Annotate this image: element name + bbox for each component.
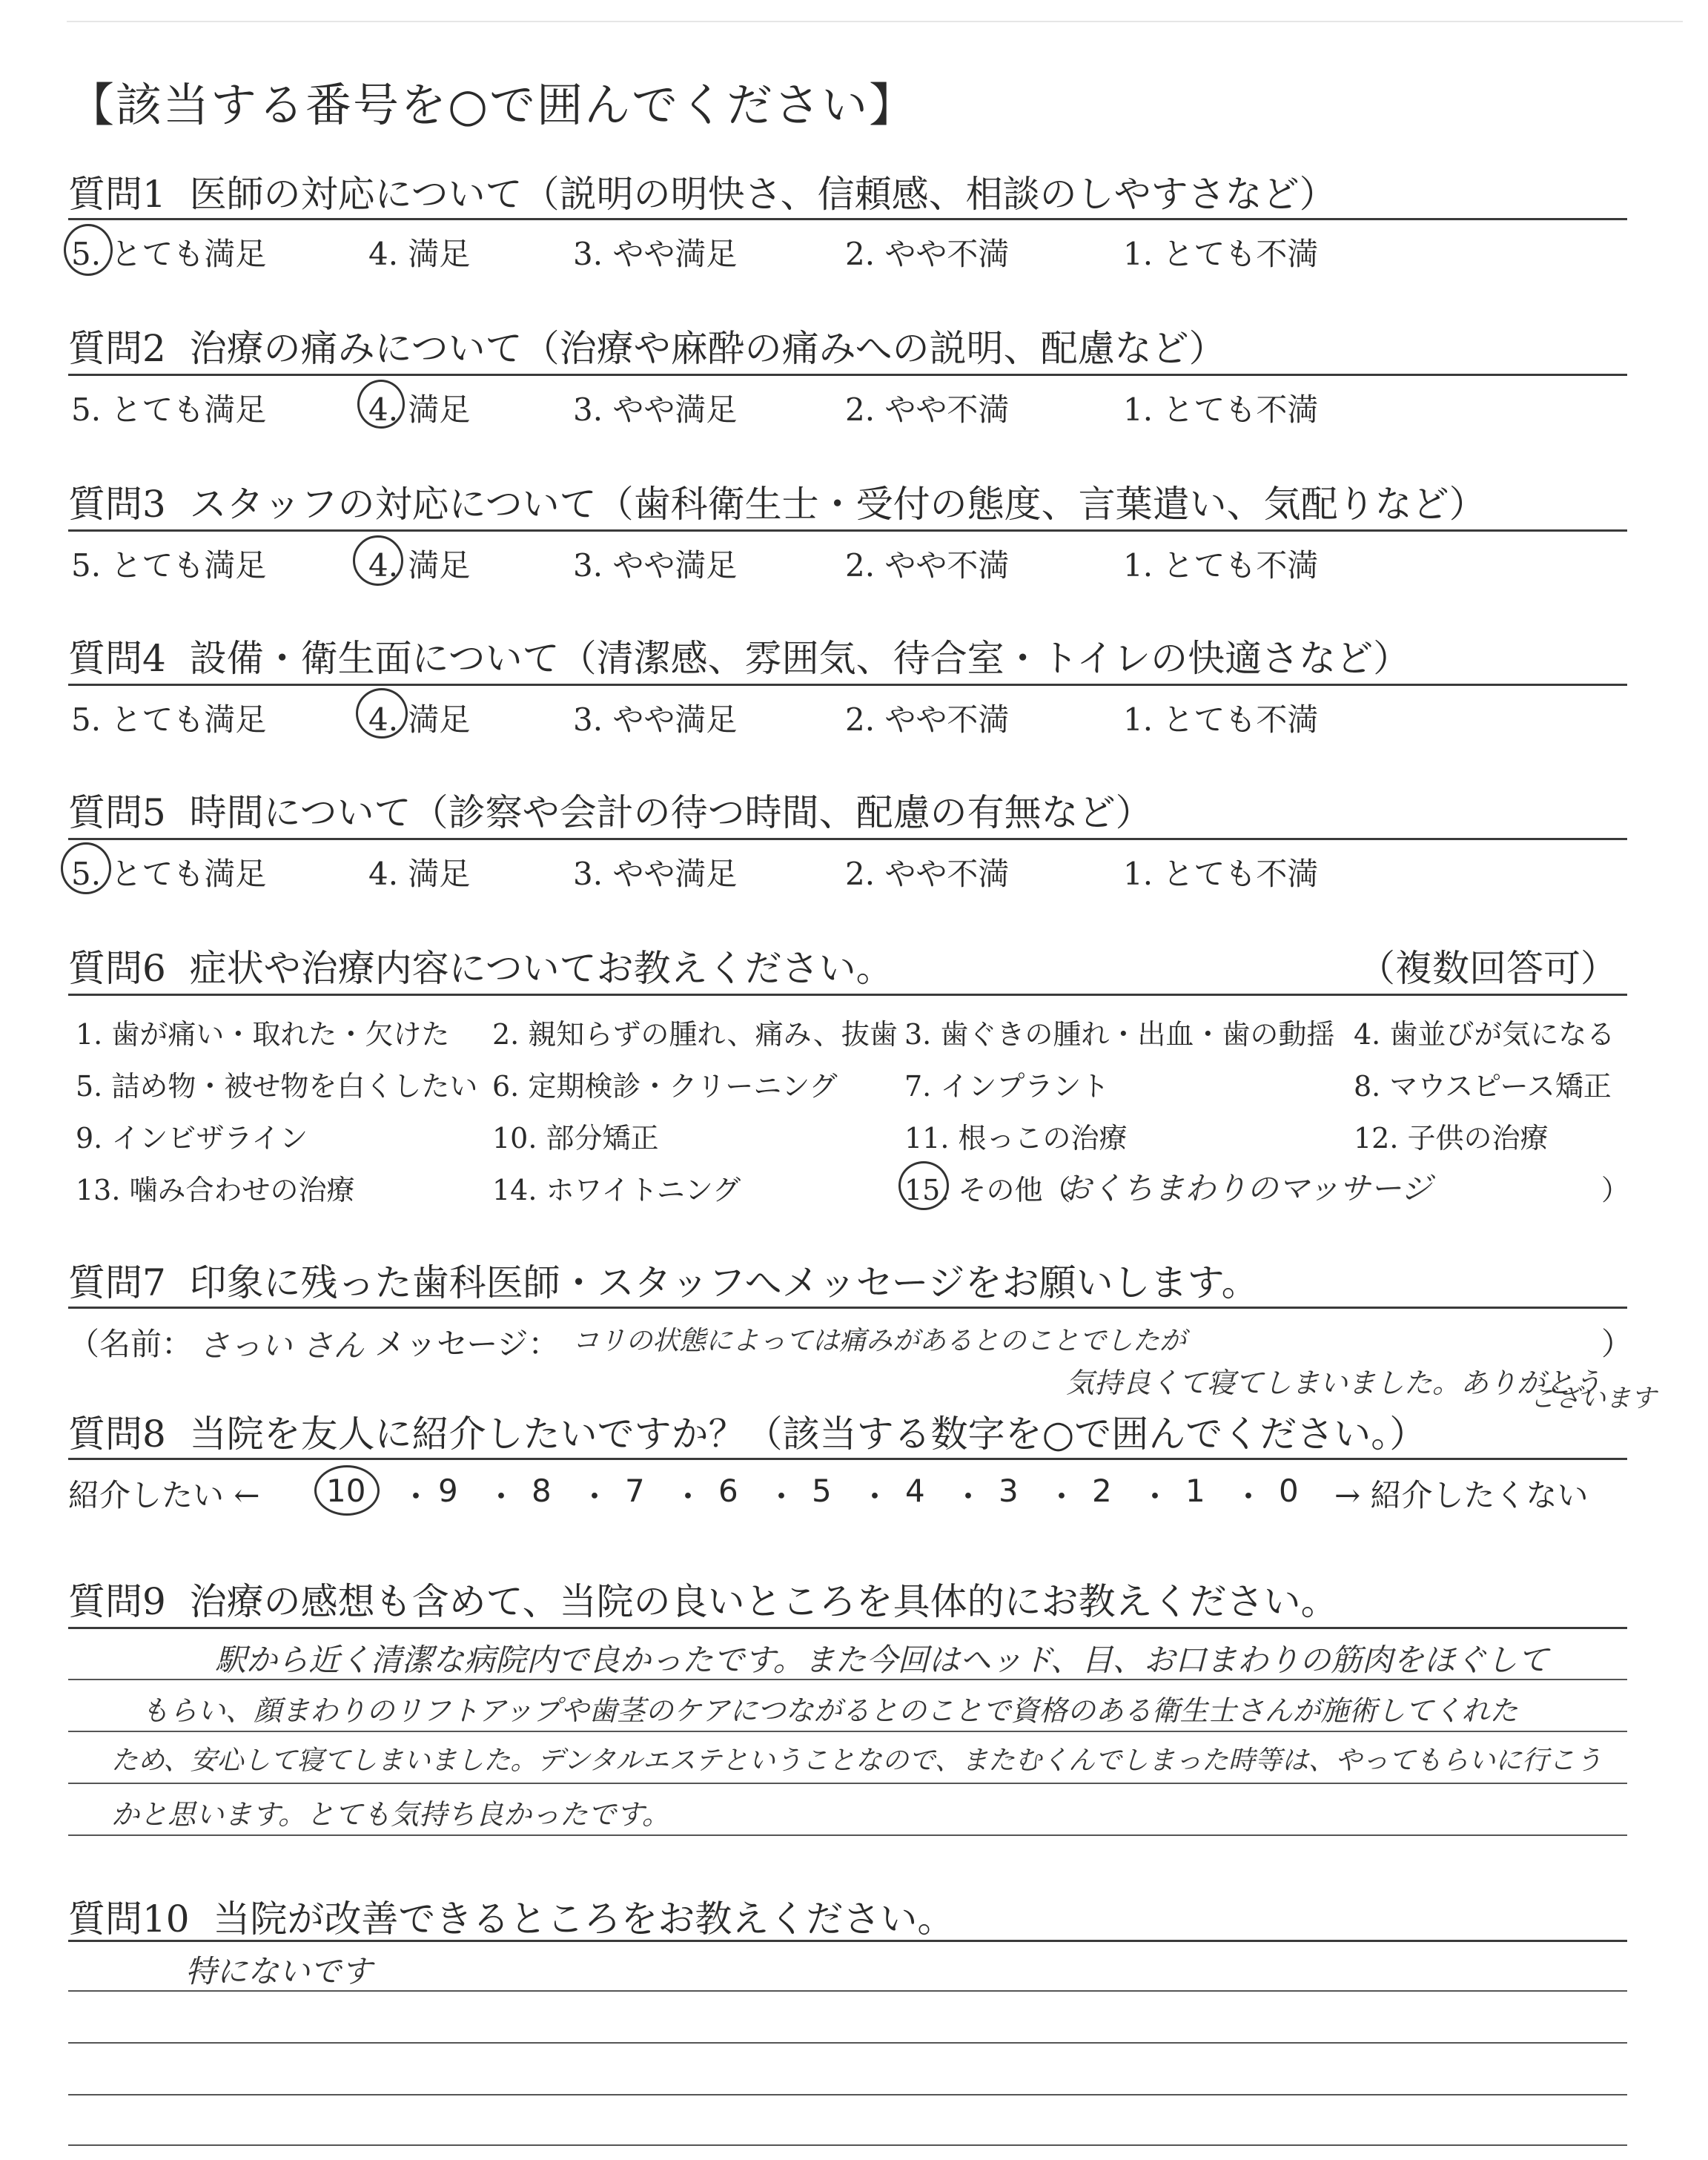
q6-item-6[interactable]: 6. 定期検診・クリーニング <box>492 1070 838 1103</box>
q8-separator: ・ <box>953 1479 984 1515</box>
q8-score-5[interactable]: 5 <box>812 1473 832 1509</box>
q10-writing-line-4 <box>68 2144 1627 2146</box>
question-6-label: 質問6 <box>68 947 166 990</box>
q6-item-1[interactable]: 1. 歯が痛い・取れた・欠けた <box>76 1018 450 1051</box>
q2-selection-circle <box>357 380 405 429</box>
question-8-rule <box>68 1458 1627 1460</box>
q7-name-value: さっい さん <box>199 1327 365 1364</box>
q9-answer-line-1: 駅から近く清潔な病院内で良かったです。また今回はヘッド、目、お口まわりの筋肉をほぐして <box>215 1642 1549 1678</box>
question-10-rule <box>68 1940 1627 1942</box>
question-5-label: 質問5 <box>68 791 166 834</box>
q5-selection-circle <box>61 842 111 894</box>
q4-option-4[interactable]: 4. 満足 <box>368 701 471 738</box>
q9-writing-line-1 <box>68 1679 1627 1680</box>
q8-separator: ・ <box>1233 1479 1265 1515</box>
q8-left-label: 紹介したい ← <box>68 1477 260 1513</box>
q9-answer-line-4: かと思います。とても気持ち良かったです。 <box>111 1798 670 1831</box>
q8-score-3[interactable]: 3 <box>999 1473 1019 1509</box>
q8-selection-circle <box>314 1465 380 1516</box>
q1-option-4[interactable]: 4. 満足 <box>368 236 471 272</box>
question-4-text: 設備・衛生面について（清潔感、雰囲気、待合室・トイレの快適さなど） <box>189 637 1411 680</box>
q8-score-1[interactable]: 1 <box>1185 1473 1205 1509</box>
q8-score-7[interactable]: 7 <box>625 1473 645 1509</box>
question-5-rule <box>68 838 1627 840</box>
question-8-label: 質問8 <box>68 1413 166 1456</box>
question-8 <box>68 1404 1426 1458</box>
q9-writing-line-4 <box>68 1834 1627 1836</box>
question-2-rule <box>68 374 1627 376</box>
q3-selection-circle <box>353 535 403 586</box>
q8-score-0[interactable]: 0 <box>1279 1473 1299 1509</box>
q6-other-close: ） <box>1601 1174 1630 1206</box>
question-4 <box>68 629 1410 682</box>
q4-option-2[interactable]: 2. やや不満 <box>845 701 1010 738</box>
q2-option-5[interactable]: 5. とても満足 <box>71 392 267 428</box>
q1-option-5[interactable]: 5. とても満足 <box>71 236 267 272</box>
q2-option-2[interactable]: 2. やや不満 <box>845 392 1010 428</box>
question-9-label: 質問9 <box>68 1580 166 1623</box>
question-6-text: 症状や治療内容についてお教えください。 <box>189 947 893 990</box>
q9-writing-line-3 <box>68 1783 1627 1784</box>
q10-writing-line-3 <box>68 2094 1627 2095</box>
question-7-label: 質問7 <box>68 1261 166 1304</box>
q8-score-2[interactable]: 2 <box>1092 1473 1112 1509</box>
q2-option-3[interactable]: 3. やや満足 <box>573 392 738 428</box>
question-9 <box>68 1572 1338 1625</box>
question-9-rule <box>68 1627 1627 1629</box>
question-1 <box>68 165 1337 218</box>
question-4-rule <box>68 684 1627 686</box>
q3-option-1[interactable]: 1. とても不満 <box>1123 547 1319 584</box>
q5-option-5[interactable]: 5. とても満足 <box>71 856 267 892</box>
q6-item-12[interactable]: 12. 子供の治療 <box>1354 1122 1549 1155</box>
q8-right-label: → 紹介したくない <box>1334 1477 1589 1513</box>
q4-option-3[interactable]: 3. やや満足 <box>573 701 738 738</box>
q8-separator: ・ <box>1139 1479 1171 1515</box>
q6-other-answer: おくちまわりのマッサージ <box>1060 1170 1432 1206</box>
question-1-label: 質問1 <box>68 173 166 216</box>
question-7-rule <box>68 1307 1627 1309</box>
q6-selection-circle <box>898 1161 949 1210</box>
question-2 <box>68 319 1226 372</box>
question-4-label: 質問4 <box>68 637 166 680</box>
q6-item-5[interactable]: 5. 詰め物・被せ物を白くしたい <box>76 1070 478 1103</box>
q6-item-14[interactable]: 14. ホワイトニング <box>492 1174 741 1206</box>
q8-separator: ・ <box>859 1479 891 1515</box>
q7-message-line-2: 気持良くて寝てしまいました。ありがとう <box>1066 1367 1602 1399</box>
question-6-note: （複数回答可） <box>1358 947 1618 990</box>
q6-item-4[interactable]: 4. 歯並びが気になる <box>1354 1018 1615 1051</box>
q4-option-5[interactable]: 5. とても満足 <box>71 701 267 738</box>
q7-message-label: メッセージ： <box>374 1326 560 1362</box>
question-9-text: 治療の感想も含めて、当院の良いところを具体的にお教えください。 <box>189 1580 1338 1623</box>
question-1-rule <box>68 218 1627 220</box>
question-8-text: 当院を友人に紹介したいですか？（該当する数字を○で囲んでください。） <box>189 1413 1427 1456</box>
q5-option-4[interactable]: 4. 満足 <box>368 856 471 892</box>
q8-score-8[interactable]: 8 <box>532 1473 552 1509</box>
q1-option-2[interactable]: 2. やや不満 <box>845 236 1010 272</box>
q8-score-6[interactable]: 6 <box>718 1473 738 1509</box>
q9-writing-line-2 <box>68 1731 1627 1732</box>
q10-writing-line-2 <box>68 2042 1627 2044</box>
q1-option-1[interactable]: 1. とても不満 <box>1123 236 1319 272</box>
question-10-text: 当院が改善できるところをお教えください。 <box>213 1898 955 1941</box>
question-6-rule <box>68 994 1627 996</box>
q6-item-8[interactable]: 8. マウスピース矯正 <box>1354 1070 1612 1103</box>
q6-item-2[interactable]: 2. 親知らずの腫れ、痛み、抜歯 <box>492 1018 898 1051</box>
q8-separator: ・ <box>579 1479 611 1515</box>
q3-option-2[interactable]: 2. やや不満 <box>845 547 1010 584</box>
q6-item-15[interactable]: 15. その他（ <box>904 1174 1071 1206</box>
question-1-text: 医師の対応について（説明の明快さ、信頼感、相談のしやすさなど） <box>189 173 1337 216</box>
q6-item-9[interactable]: 9. インビザライン <box>76 1122 308 1155</box>
q8-score-9[interactable]: 9 <box>438 1473 458 1509</box>
question-5 <box>68 783 1153 836</box>
q6-item-10[interactable]: 10. 部分矯正 <box>492 1122 659 1155</box>
question-2-label: 質問2 <box>68 327 166 370</box>
q7-message-line-1: コリの状態によっては痛みがあるとのことでしたが <box>572 1326 1187 1356</box>
question-5-text: 時間について（診察や会計の待つ時間、配慮の有無など） <box>189 791 1153 834</box>
q8-separator: ・ <box>672 1479 704 1515</box>
q7-close: ） <box>1601 1326 1633 1362</box>
q2-option-1[interactable]: 1. とても不満 <box>1123 392 1319 428</box>
q8-separator: ・ <box>766 1479 798 1515</box>
question-2-text: 治療の痛みについて（治療や麻酔の痛みへの説明、配慮など） <box>189 327 1226 370</box>
question-6 <box>68 939 893 992</box>
question-10 <box>68 1889 954 1943</box>
q6-item-7[interactable]: 7. インプラント <box>904 1070 1110 1103</box>
q1-selection-circle <box>64 224 113 276</box>
q5-option-2[interactable]: 2. やや不満 <box>845 856 1010 892</box>
q3-option-3[interactable]: 3. やや満足 <box>573 547 738 584</box>
q6-item-11[interactable]: 11. 根っこの治療 <box>904 1122 1128 1155</box>
question-3-text: スタッフの対応について（歯科衛生士・受付の態度、言葉遣い、気配りなど） <box>189 483 1486 526</box>
q9-answer-line-2: もらい、顔まわりのリフトアップや歯茎のケアにつながるとのことで資格のある衛生士さんが施術してくれた <box>141 1694 1518 1727</box>
question-3-label: 質問3 <box>68 483 166 526</box>
question-7-text: 印象に残った歯科医師・スタッフへメッセージをお願いします。 <box>189 1261 1259 1304</box>
q8-separator: ・ <box>1046 1479 1078 1515</box>
q8-separator: ・ <box>400 1479 432 1515</box>
q2-option-4[interactable]: 4. 満足 <box>368 392 471 428</box>
q3-option-5[interactable]: 5. とても満足 <box>71 547 267 584</box>
question-3 <box>68 475 1486 528</box>
q1-option-3[interactable]: 3. やや満足 <box>573 236 738 272</box>
q6-item-13[interactable]: 13. 噛み合わせの治療 <box>76 1174 355 1206</box>
q5-option-3[interactable]: 3. やや満足 <box>573 856 738 892</box>
page-title: 【該当する番号を○で囲んでください】 <box>68 78 917 132</box>
q10-writing-line-1 <box>68 1990 1627 1992</box>
q9-answer-line-3: ため、安心して寝てしまいました。デンタルエステということなので、またむくんでしまった時等は、やってもらいに行こう <box>111 1745 1602 1776</box>
q4-option-1[interactable]: 1. とても不満 <box>1123 701 1319 738</box>
q5-option-1[interactable]: 1. とても不満 <box>1123 856 1319 892</box>
q7-name-label: （名前： <box>68 1326 193 1362</box>
q8-score-10[interactable]: 10 <box>326 1473 366 1509</box>
q8-score-4[interactable]: 4 <box>905 1473 925 1509</box>
q3-option-4[interactable]: 4. 満足 <box>368 547 471 584</box>
q10-answer: 特にないです <box>185 1953 373 1989</box>
question-10-label: 質問10 <box>68 1898 190 1941</box>
top-border <box>67 21 1683 22</box>
question-3-rule <box>68 529 1627 532</box>
q8-separator: ・ <box>486 1479 517 1515</box>
question-7 <box>68 1253 1259 1307</box>
q6-item-3[interactable]: 3. 歯ぐきの腫れ・出血・歯の動揺 <box>904 1018 1335 1051</box>
q7-message-line-3: ございます <box>1530 1384 1656 1413</box>
q4-selection-circle <box>356 688 408 739</box>
